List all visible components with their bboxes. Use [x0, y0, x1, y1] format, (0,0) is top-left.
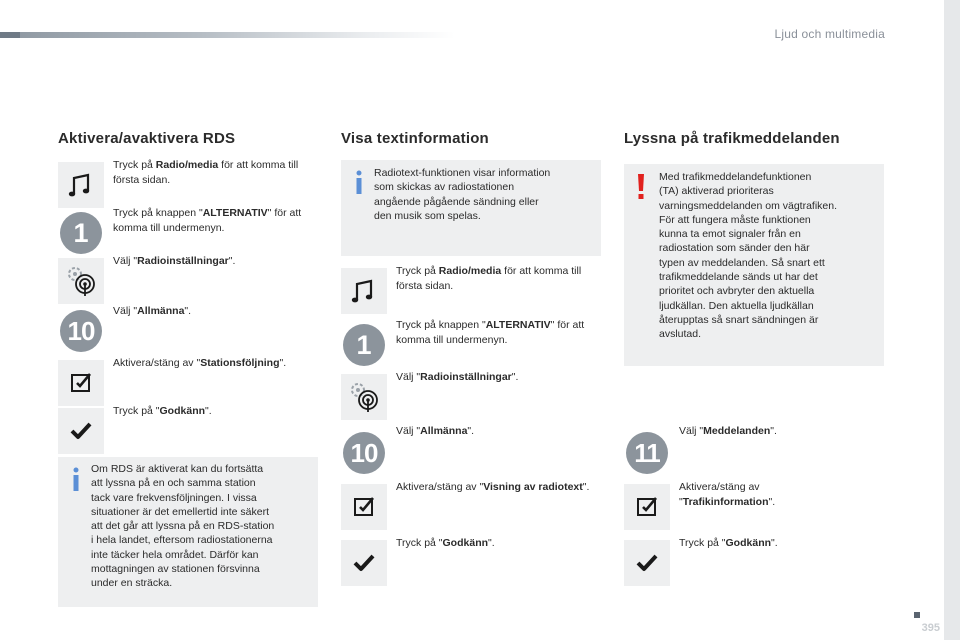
- svg-text:1: 1: [356, 330, 372, 360]
- header-decor-bar-accent: [0, 32, 20, 38]
- svg-text:10: 10: [67, 316, 95, 346]
- col1-step-2-text: Tryck på knappen "ALTERNATIV" för att komma till undermenyn.: [113, 207, 302, 234]
- col3-warning-text: Med trafikmeddelandefunktionen (TA) aktiverad prioriteras varningsmeddelanden om vägtrafiken. För att fungera måste funktionen kunna ta emot signaler från en radiostation som sänder den här typen av meddelanden. Så snart ett trafikmeddelande sänds ut har det prioritet och avbryter den aktuella ljudkällan. Den aktuella ljudkällan återupptas så snart sändningen är avslutad.: [659, 171, 838, 341]
- page-marker: [914, 612, 920, 618]
- col2-info-text: Radiotext-funktionen visar information som skickas av radiostationen angående pågående sändning eller den musik som spelas.: [374, 167, 551, 222]
- checkmark-icon: [341, 540, 387, 586]
- col3-step-1-text: Välj "Meddelanden".: [679, 425, 777, 437]
- step-number-11: [624, 430, 670, 476]
- music-note-icon: [341, 268, 387, 314]
- page-number: 395: [921, 622, 940, 634]
- info-icon: [353, 170, 365, 194]
- col3-step-2-text: Aktivera/stäng av "Trafikinformation".: [679, 481, 776, 508]
- warning-icon: [636, 174, 646, 200]
- step-number-1: [341, 322, 387, 368]
- checkbox-edit-icon: [341, 484, 387, 530]
- col1-info-box: [58, 457, 318, 607]
- checkbox-edit-icon: [624, 484, 670, 530]
- col2-step-1-text: Tryck på Radio/media för att komma till första sidan.: [396, 265, 582, 292]
- music-note-icon: [58, 162, 104, 208]
- col2-title: Visa textinformation: [341, 130, 489, 147]
- col1-step-6-text: Tryck på "Godkänn".: [113, 405, 212, 417]
- col1-step-5-text: Aktivera/stäng av "Stationsföljning".: [113, 357, 287, 369]
- col3-title: Lyssna på trafikmeddelanden: [624, 130, 840, 147]
- radio-settings-icon: [58, 258, 104, 304]
- col2-step-2-text: Tryck på knappen "ALTERNATIV" för att komma till undermenyn.: [396, 319, 585, 346]
- col2-info-box: [341, 160, 601, 256]
- step-number-10: [341, 430, 387, 476]
- step-number-1: [58, 210, 104, 256]
- col2-step-3-text: Välj "Radioinställningar".: [396, 371, 519, 383]
- checkbox-edit-icon: [58, 360, 104, 406]
- col1-step-1-text: Tryck på Radio/media för att komma till första sidan.: [113, 159, 299, 186]
- section-header: Ljud och multimedia: [774, 27, 885, 41]
- col2-step-4-text: Välj "Allmänna".: [396, 425, 475, 437]
- step-number-10: [58, 308, 104, 354]
- col3-warning-box: [624, 164, 884, 366]
- header-decor-bar: [0, 32, 455, 38]
- col1-step-4-text: Välj "Allmänna".: [113, 305, 192, 317]
- info-icon: [70, 467, 82, 491]
- radio-settings-icon: [341, 374, 387, 420]
- page-edge-strip: [944, 0, 960, 640]
- col1-step-3-text: Välj "Radioinställningar".: [113, 255, 236, 267]
- col1-title: Aktivera/avaktivera RDS: [58, 130, 236, 147]
- checkmark-icon: [624, 540, 670, 586]
- checkmark-icon: [58, 408, 104, 454]
- svg-text:10: 10: [350, 438, 378, 468]
- col2-step-6-text: Tryck på "Godkänn".: [396, 537, 495, 549]
- svg-text:11: 11: [634, 438, 660, 468]
- col3-step-3-text: Tryck på "Godkänn".: [679, 537, 778, 549]
- col2-step-5-text: Aktivera/stäng av "Visning av radiotext".: [396, 481, 590, 493]
- col1-info-text: Om RDS är aktiverat kan du fortsätta att lyssna på en och samma station tack vare frekvensföljningen. I vissa situationer är det emellertid inte säkert att det går att lyssna på en RDS-station i hela landet, eftersom radiostationerna inte täcker hela området. Därför kan mottagningen av stationen försvinna under en sträcka.: [91, 463, 275, 590]
- svg-text:1: 1: [73, 218, 89, 248]
